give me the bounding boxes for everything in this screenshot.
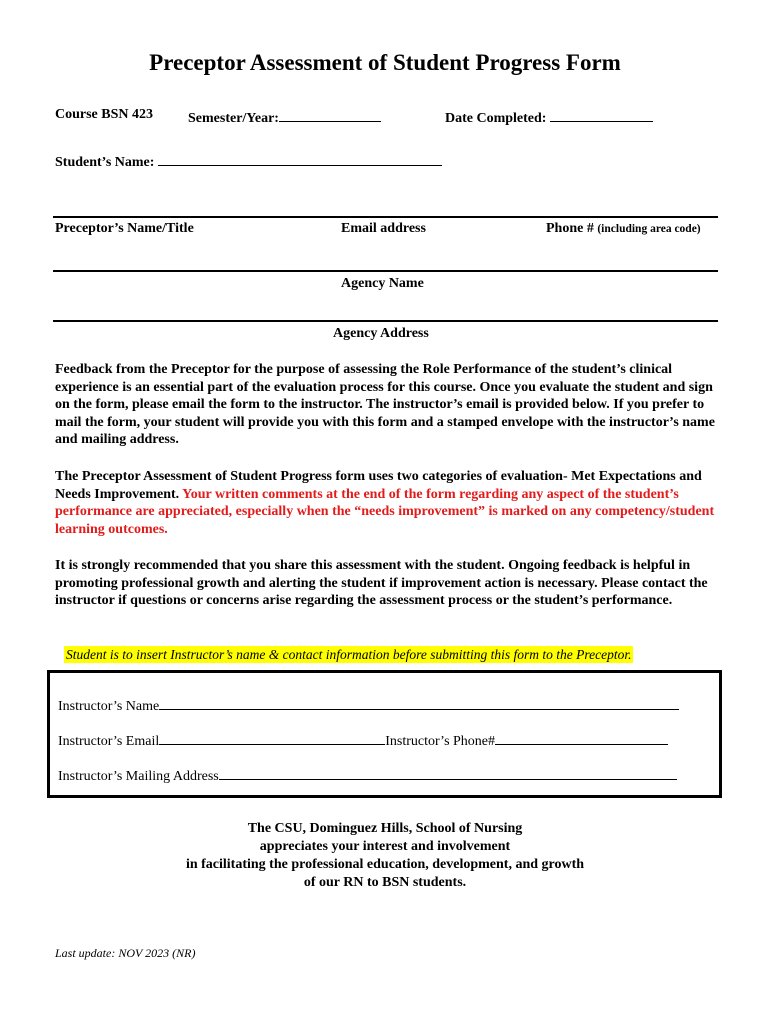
- phone-label: Phone #: [546, 221, 594, 236]
- preceptor-label: Preceptor’s Name/Title: [55, 221, 194, 236]
- agency-address-line[interactable]: [53, 320, 718, 322]
- page-title: Preceptor Assessment of Student Progress Form: [149, 50, 621, 75]
- email-label: Email address: [341, 221, 426, 236]
- last-update: Last update: NOV 2023 (NR): [55, 946, 196, 960]
- student-name-label: Student’s Name:: [55, 155, 155, 170]
- date-row: [445, 107, 653, 127]
- closing-message: [0, 820, 770, 892]
- instructor-address-field[interactable]: [219, 766, 677, 780]
- instructor-address-label: Instructor’s Mailing Address: [58, 769, 219, 784]
- date-field[interactable]: [550, 107, 653, 122]
- paragraph-categories: [55, 468, 720, 538]
- highlight-note: [64, 646, 633, 664]
- instructor-phone-field[interactable]: [495, 731, 668, 745]
- phone-note: (including area code): [597, 223, 701, 235]
- instructor-email-field[interactable]: [159, 731, 385, 745]
- closing-line-1: The CSU, Dominguez Hills, School of Nursing: [247, 821, 523, 836]
- semester-field[interactable]: [279, 107, 381, 122]
- phone-label-group: [546, 221, 701, 237]
- course-label: Course BSN 423: [55, 107, 154, 122]
- agency-address-label: Agency Address: [333, 326, 429, 341]
- highlight-text: Student is to insert Instructor’s name & contact information before submitting this form to the Preceptor.: [66, 647, 632, 662]
- closing-line-4: of our RN to BSN students.: [303, 875, 467, 890]
- semester-label: Semester/Year:: [188, 111, 279, 126]
- paragraph-comments-note: Your written comments at the end of the form regarding any aspect of the student’s performance are appreciated, especially when the “needs improvement” is marked on any competency/student learning outcomes.: [55, 486, 715, 537]
- paragraph-feedback: Feedback from the Preceptor for the purpose of assessing the Role Performance of the student’s clinical experience is an essential part of the evaluation process for this course. Once you evaluate the student and sign on the form, please email the form to the instructor. The instructor’s email is provided below. If you prefer to mail the form, your student will provide you with this form and a stamped envelope with the instructor’s name and mailing address.: [55, 362, 715, 447]
- student-name-row: [55, 151, 442, 171]
- paragraph-categories-text: The Preceptor Assessment of Student Progress form uses two categories of evaluation- Met Expectations and Needs Improvement.: [55, 469, 702, 502]
- student-name-field[interactable]: [158, 151, 442, 166]
- instructor-address-row: [58, 766, 677, 785]
- instructor-email-label: Instructor’s Email: [58, 734, 160, 749]
- semester-row: [188, 107, 381, 127]
- closing-line-3: in facilitating the professional education, development, and growth: [185, 857, 585, 872]
- agency-name-label: Agency Name: [341, 276, 424, 291]
- date-label: Date Completed:: [445, 111, 547, 126]
- preceptor-line[interactable]: [53, 216, 718, 218]
- instructor-name-field[interactable]: [159, 696, 679, 710]
- instructor-phone-label: Instructor’s Phone#: [385, 734, 496, 749]
- instructor-name-row: [58, 696, 679, 715]
- closing-line-2: appreciates your interest and involvement: [259, 839, 511, 854]
- paragraph-recommendation: It is strongly recommended that you share this assessment with the student. Ongoing feedback is helpful in promoting professional growth and alerting the student if improvement action is necessary. Please contact the instructor if questions or concerns arise regarding the assessment process or the student’s performance.: [55, 558, 708, 608]
- agency-name-line[interactable]: [53, 270, 718, 272]
- instructor-contact-row: [58, 731, 668, 750]
- instructor-name-label: Instructor’s Name: [58, 699, 160, 714]
